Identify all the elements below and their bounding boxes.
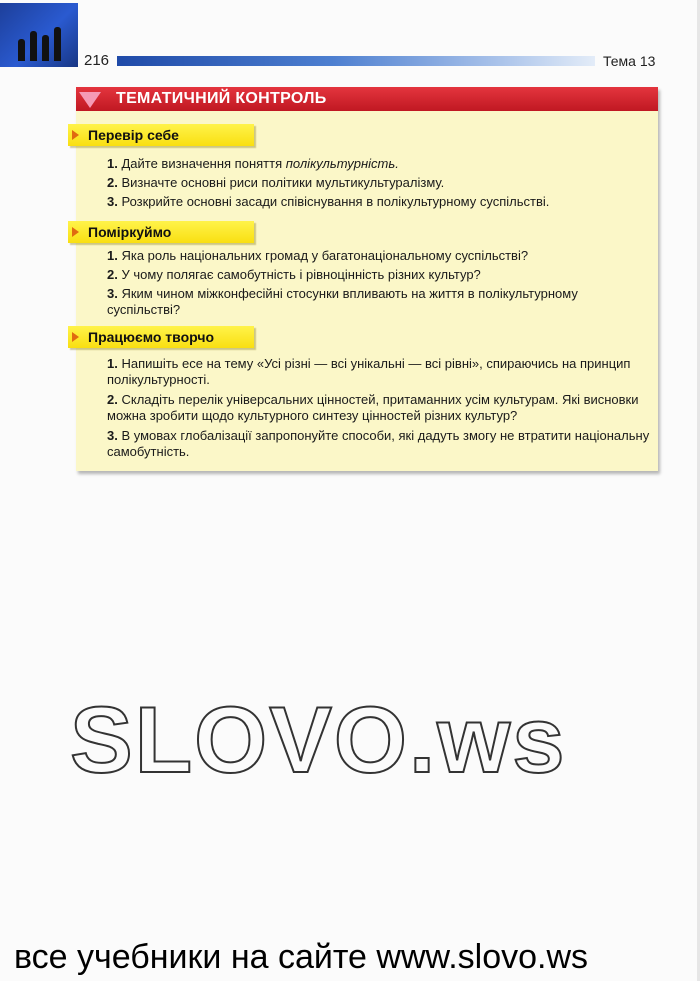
question-number: 1. bbox=[107, 356, 118, 371]
question-text: Складіть перелік універсальних цінностей, притаманних усім культурам. Які висновки можна зробити щодо культурного синтезу цінностей різних культур? bbox=[107, 392, 639, 423]
question-item bbox=[107, 175, 650, 191]
question-text: Напишіть есе на тему «Усі різні — всі унікальні — всі рівні», спираючись на принцип полікультурності. bbox=[107, 356, 631, 387]
triangle-icon bbox=[79, 92, 101, 108]
section-heading-check-yourself bbox=[68, 124, 254, 146]
question-number: 2. bbox=[107, 175, 118, 190]
question-item bbox=[107, 286, 650, 318]
footer-text: все учебники на сайте www.slovo.ws bbox=[14, 938, 589, 976]
question-item bbox=[107, 194, 650, 210]
watermark-logo: SLOVO.ws bbox=[70, 687, 567, 792]
question-number: 2. bbox=[107, 267, 118, 282]
section-heading-label: Поміркуймо bbox=[88, 224, 172, 240]
question-text: В умовах глобалізації запропонуйте способи, які дадуть змогу не втратити національну самобутність. bbox=[107, 428, 650, 459]
question-item bbox=[107, 248, 650, 264]
theme-label: Тема 13 bbox=[603, 53, 656, 69]
question-text: Розкрийте основні засади співіснування в полікультурному суспільстві. bbox=[121, 194, 550, 209]
question-item bbox=[107, 392, 650, 424]
page-number: 216 bbox=[84, 52, 110, 69]
header-bar bbox=[117, 56, 595, 66]
section-heading-label: Працюємо творчо bbox=[88, 329, 215, 345]
arrow-marker-icon bbox=[72, 332, 79, 342]
arrow-marker-icon bbox=[72, 227, 79, 237]
question-item bbox=[107, 428, 650, 460]
question-item bbox=[107, 267, 650, 283]
question-number: 1. bbox=[107, 156, 118, 171]
question-number: 2. bbox=[107, 392, 118, 407]
section-heading-creative-work bbox=[68, 326, 254, 348]
question-number: 3. bbox=[107, 194, 118, 209]
question-term: полікультурність. bbox=[285, 156, 399, 171]
question-item bbox=[107, 356, 650, 388]
question-text: Яким чином міжконфесійні стосунки впливають на життя в полікультурному суспільстві? bbox=[107, 286, 578, 317]
panel-title: ТЕМАТИЧНИЙ КОНТРОЛЬ bbox=[116, 90, 327, 107]
section-heading-reflect bbox=[68, 221, 254, 243]
question-number: 3. bbox=[107, 428, 118, 443]
panel-title-bar bbox=[76, 87, 658, 111]
question-text: У чому полягає самобутність і рівноцінність різних культур? bbox=[121, 267, 481, 282]
question-text: Визначте основні риси політики мультикультуралізму. bbox=[121, 175, 445, 190]
section-heading-label: Перевір себе bbox=[88, 127, 179, 143]
question-number: 3. bbox=[107, 286, 118, 301]
corner-logo bbox=[0, 3, 78, 67]
question-item bbox=[107, 156, 650, 172]
question-number: 1. bbox=[107, 248, 118, 263]
question-text: Яка роль національних громад у багатонаціональному суспільстві? bbox=[121, 248, 529, 263]
thematic-control-panel bbox=[76, 87, 658, 471]
arrow-marker-icon bbox=[72, 130, 79, 140]
question-text: Дайте визначення поняття bbox=[121, 156, 283, 171]
